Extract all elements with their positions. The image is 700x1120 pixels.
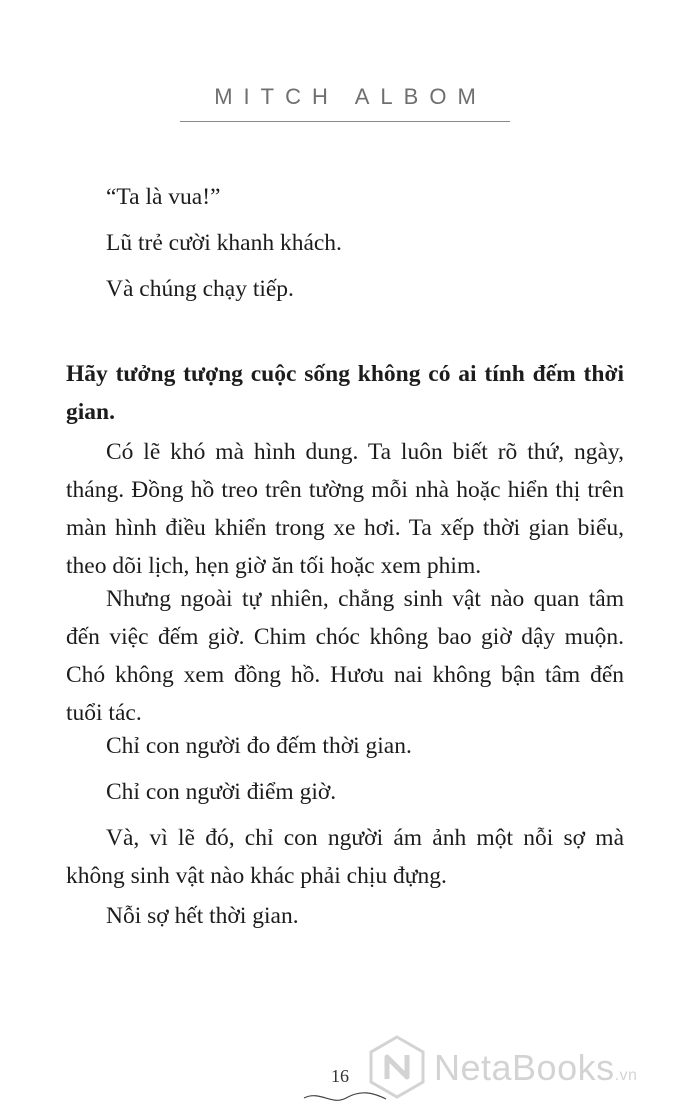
netabooks-logo-icon <box>368 1035 426 1099</box>
paragraph-2: Lũ trẻ cười khanh khách. <box>106 230 342 256</box>
paragraph-8: Chỉ con người điểm giờ. <box>106 779 337 805</box>
paragraph-1: “Ta là vua!” <box>106 184 221 210</box>
paragraph-5: Có lẽ khó mà hình dung. Ta luôn biết rõ thứ, ngày, tháng. Đồng hồ treo trên tường mỗi nhà hoặc hiển thị trên màn hình điều khiển trong xe hơi. Ta xếp thời gian biểu, theo dõi lịch, hẹn giờ ăn tối hoặc xem phim. <box>66 439 624 579</box>
header-rule <box>180 121 510 122</box>
paragraph-6: Nhưng ngoài tự nhiên, chẳng sinh vật nào quan tâm đến việc đếm giờ. Chim chóc không bao giờ dậy muộn. Chó không xem đồng hồ. Hươu nai không bận tâm đến tuổi tác. <box>66 586 624 726</box>
watermark-tld: .vn <box>614 1067 638 1084</box>
watermark <box>368 1035 698 1099</box>
page-number: 16 <box>331 1066 349 1086</box>
running-head-author: MITCH ALBOM <box>214 84 487 109</box>
paragraph-9: Và, vì lẽ đó, chỉ con người ám ảnh một nỗi sợ mà không sinh vật nào khác phải chịu đựng. <box>66 825 624 889</box>
bold-lead-paragraph: Hãy tưởng tượng cuộc sống không có ai tính đếm thời gian. <box>66 361 624 425</box>
watermark-brand: NetaBooks <box>434 1047 615 1088</box>
paragraph-7: Chỉ con người đo đếm thời gian. <box>106 733 412 759</box>
paragraph-3: Và chúng chạy tiếp. <box>106 276 294 302</box>
watermark-text <box>434 1047 637 1089</box>
paragraph-10: Nỗi sợ hết thời gian. <box>106 903 299 929</box>
